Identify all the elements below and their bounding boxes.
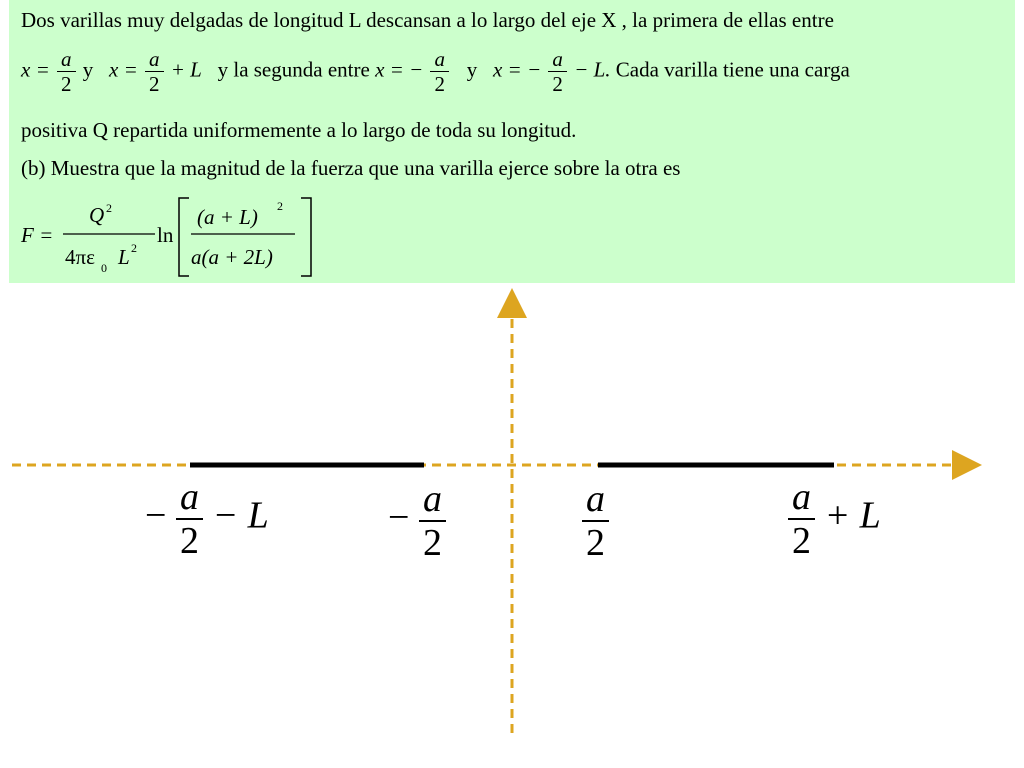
coef-denominator: 4πε [65,245,95,269]
formula-lhs: F = [21,223,54,247]
label-neg-a-over-2: − $\frac{a}{2}$ [388,480,446,562]
problem-line-3: positiva Q repartida uniformemente a lo largo de toda su longitud. [21,118,577,142]
arg-numerator: (a + L) [197,205,258,229]
x-equals-2: x = [109,57,138,82]
arg-numerator-exp: 2 [277,199,283,213]
plus-L: + L [170,57,202,82]
middle-text: y la segunda entre [217,57,370,82]
arg-denominator: a(a + 2L) [191,245,273,269]
x-equals-4: x = − [492,57,542,82]
x-equals-3: x = − [375,57,424,82]
coef-denominator-L: L [118,245,130,269]
fraction-a-over-2-3: $\frac{a}{2}$ [430,48,449,95]
conjunction-1: y [82,57,94,82]
coef-denominator-sub: 0 [101,261,107,275]
conjunction-2: y [466,57,478,82]
fraction-a-over-2-2: $\frac{a}{2}$ [145,48,164,95]
fraction-a-over-2-4: $\frac{a}{2}$ [548,48,567,95]
x-equals-1: x = [21,57,50,82]
problem-line-1: Dos varillas muy delgadas de longitud L descansan a lo largo del eje X , la primera de ellas entre [21,8,834,32]
fraction-a-over-2-1: $\frac{a}{2}$ [57,48,76,95]
end-text: Cada varilla tiene una carga [615,57,850,82]
ln-operator: ln [157,223,174,247]
label-neg-a-over-2-minus-L: − $\frac{a}{2}$ − L [145,476,269,562]
coef-numerator: Q [89,203,105,227]
label-a-over-2: $\frac{a}{2}$ [582,480,609,562]
label-a-over-2-plus-L: $\frac{a}{2}$ + L [788,478,881,560]
minus-L: − L. [574,57,611,82]
coef-numerator-exp: 2 [106,201,112,215]
problem-line-4: (b) Muestra que la magnitud de la fuerza que una varilla ejerce sobre la otra es [21,156,681,180]
coef-denominator-exp: 2 [131,241,137,255]
